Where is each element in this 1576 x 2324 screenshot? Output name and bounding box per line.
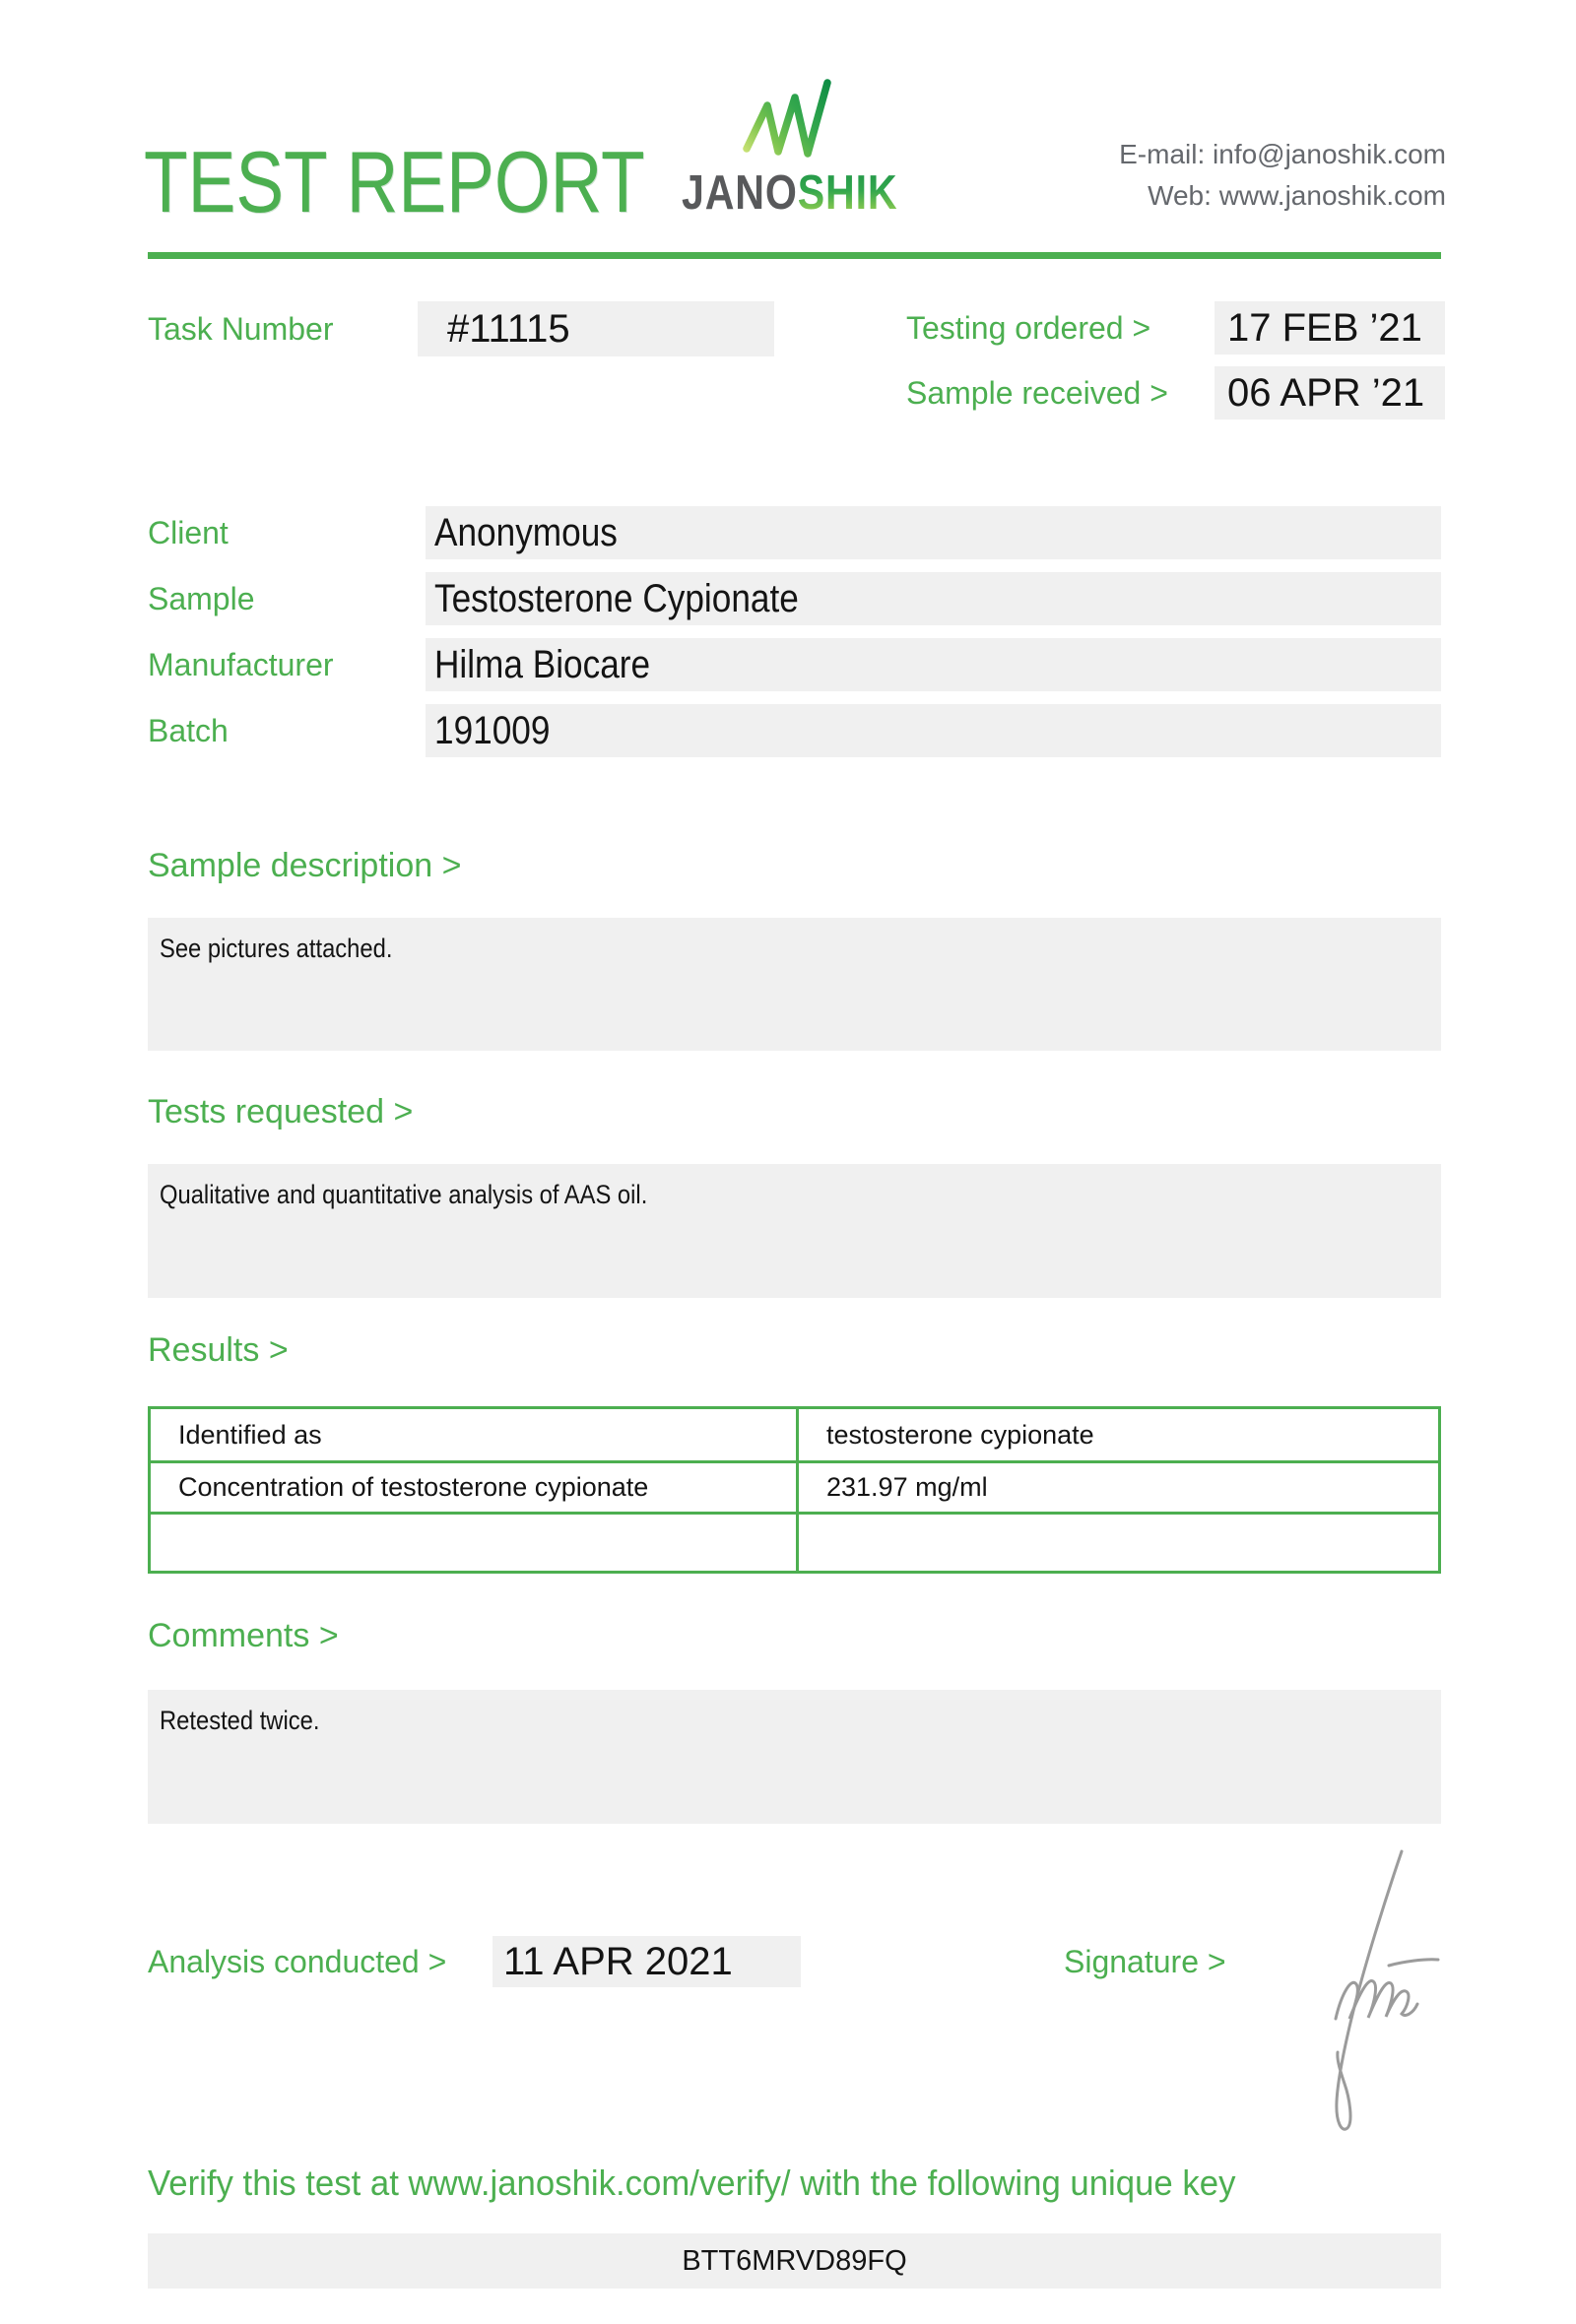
sample-value-text: Testosterone Cypionate xyxy=(434,577,799,620)
client-value xyxy=(426,506,1441,559)
task-number-value: #11115 xyxy=(418,301,774,356)
results-table xyxy=(148,1406,1441,1574)
results-row-value: 231.97 mg/ml xyxy=(796,1460,1438,1512)
results-row-name xyxy=(151,1512,796,1571)
sample-received-value: 06 APR ’21 xyxy=(1215,366,1445,420)
signature-image xyxy=(1269,1843,1480,2139)
tests-requested-heading: Tests requested > xyxy=(148,1093,414,1130)
logo-jano: JANO xyxy=(682,166,798,220)
results-row-value: testosterone cypionate xyxy=(796,1409,1438,1460)
page-title: TEST REPORT xyxy=(144,133,645,230)
results-row-name: Concentration of testosterone cypionate xyxy=(151,1460,796,1512)
sample-description-heading: Sample description > xyxy=(148,847,462,884)
comments-text: Retested twice. xyxy=(160,1706,320,1735)
results-row-name: Identified as xyxy=(178,1419,322,1450)
analysis-conducted-label: Analysis conducted > xyxy=(148,1944,447,1979)
testing-ordered-value: 17 FEB ’21 xyxy=(1215,301,1445,355)
header-divider xyxy=(148,252,1441,259)
comments-panel xyxy=(148,1690,1441,1824)
sample-description-panel xyxy=(148,918,1441,1051)
sample-received-label: Sample received > xyxy=(906,375,1168,411)
tests-requested-text: Qualitative and quantitative analysis of AAS oil. xyxy=(160,1180,648,1209)
verify-instruction: Verify this test at www.janoshik.com/verify/ with the following unique key xyxy=(148,2163,1236,2203)
analysis-conducted-value: 11 APR 2021 xyxy=(492,1936,801,1987)
sample-value xyxy=(426,572,1441,625)
results-row-value xyxy=(796,1512,1438,1571)
verify-key: BTT6MRVD89FQ xyxy=(148,2233,1441,2289)
contact-web: Web: www.janoshik.com xyxy=(1148,180,1446,211)
client-label: Client xyxy=(148,515,229,550)
logo-chart-icon xyxy=(742,77,832,160)
tests-requested-panel xyxy=(148,1164,1441,1298)
manufacturer-label: Manufacturer xyxy=(148,647,334,682)
logo-wordmark xyxy=(682,165,897,221)
results-heading: Results > xyxy=(148,1331,289,1369)
contact-info xyxy=(1119,134,1446,217)
batch-label: Batch xyxy=(148,713,229,748)
manufacturer-value xyxy=(426,638,1441,691)
client-value-text: Anonymous xyxy=(434,511,618,554)
contact-email: E-mail: info@janoshik.com xyxy=(1119,139,1446,169)
logo-shik: SHIK xyxy=(797,166,898,220)
testing-ordered-label: Testing ordered > xyxy=(906,310,1151,346)
sample-label: Sample xyxy=(148,581,255,616)
comments-heading: Comments > xyxy=(148,1617,339,1654)
manufacturer-value-text: Hilma Biocare xyxy=(434,643,651,686)
sample-description-text: See pictures attached. xyxy=(160,934,393,963)
batch-value-text: 191009 xyxy=(434,709,551,752)
task-number-label: Task Number xyxy=(148,311,334,347)
batch-value xyxy=(426,704,1441,757)
signature-label: Signature > xyxy=(1064,1944,1226,1979)
